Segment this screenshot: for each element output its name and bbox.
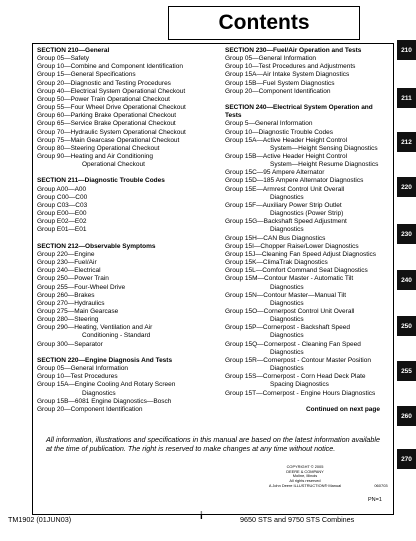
group-entry-continued: Diagnostics [270, 226, 304, 234]
group-entry[interactable]: Group 15A—Active Header Height Control [225, 136, 348, 144]
group-entry-continued: Spacing Diagnostics [270, 381, 329, 389]
group-entry-continued: Diagnostics [82, 389, 116, 397]
group-entry[interactable]: Group 10—Combine and Component Identification [37, 63, 183, 71]
copyright-line: DEERE & COMPANY [286, 468, 324, 474]
footer-product-title: 9650 STS and 9750 STS Combines [240, 515, 355, 524]
contents-left-column [37, 47, 221, 422]
group-entry[interactable]: Group 15G—Backshaft Speed Adjustment [225, 218, 347, 226]
group-entry-continued: Diagnostics [270, 332, 304, 340]
group-entry[interactable]: Group 15L—Comfort Command Seat Diagnostics [225, 267, 368, 275]
section-tab[interactable]: 210 [397, 40, 416, 60]
group-entry-continued: Diagnostics [270, 348, 304, 356]
group-entry[interactable]: Group 65—Service Brake Operational Checkout [37, 120, 176, 128]
group-entry-continued: Conditioning - Standard [82, 332, 151, 340]
copyright-code [370, 484, 392, 489]
group-entry[interactable]: Group 15J—Cleaning Fan Speed Adjust Diagnostics [225, 250, 377, 258]
continued-note: Continued on next page [305, 405, 380, 413]
group-entry-continued: Diagnostics (Power Strip) [270, 210, 344, 218]
group-entry[interactable]: Group 70—Hydraulic System Operational Checkout [37, 128, 186, 136]
group-entry[interactable]: Group E01—E01 [37, 226, 87, 234]
group-entry-continued: Diagnostics [270, 299, 304, 307]
group-entry[interactable]: Group E00—E00 [37, 210, 87, 218]
contents-section [37, 357, 221, 414]
contents-section [225, 104, 390, 398]
group-entry[interactable]: Group 5—General Information [225, 120, 313, 128]
copyright-line: A John Deere ILLUSTRUCTION® Manual [268, 482, 342, 488]
group-entry[interactable]: Group 275—Main Gearcase [37, 307, 119, 315]
group-entry[interactable]: Group 15C—95 Ampere Alternator [225, 169, 325, 177]
group-entry[interactable]: Group 05—General Information [37, 365, 129, 373]
section-heading: SECTION 211—Diagnostic Trouble Codes [37, 177, 165, 185]
section-tab[interactable]: 211 [397, 88, 416, 108]
footer-page-number: i [200, 511, 203, 522]
group-entry-continued: System—Height Sensing Diagnostics [270, 144, 378, 152]
group-entry[interactable]: Group C03—C03 [37, 201, 88, 209]
group-entry-continued: Diagnostics [270, 193, 304, 201]
section-heading: SECTION 210—General [37, 47, 110, 54]
copyright-line: All rights reserved [289, 478, 321, 484]
group-entry[interactable]: Group 05—General Information [225, 55, 317, 63]
group-entry[interactable]: Group 40—Electrical System Operational Checkout [37, 87, 186, 95]
section-heading-continued: Tests [225, 112, 242, 120]
group-entry[interactable]: Group 250—Power Train [37, 275, 109, 283]
group-entry[interactable]: Group 270—Hydraulics [37, 299, 105, 307]
group-entry[interactable]: Group 240—Electrical [37, 267, 101, 275]
contents-section [225, 47, 390, 96]
group-entry[interactable]: Group 90—Heating and Air Conditioning [37, 153, 153, 161]
group-entry[interactable]: Group 15F—Auxiliary Power Strip Outlet [225, 201, 342, 209]
group-entry-continued: System—Height Resume Diagnostics [270, 161, 379, 169]
section-tab[interactable]: 270 [397, 449, 416, 469]
group-entry-continued: Diagnostics [270, 316, 304, 324]
group-entry[interactable]: Group 15D—185 Ampere Alternator Diagnostics [225, 177, 364, 185]
group-entry[interactable]: Group 15N—Contour Master—Manual Tilt [225, 291, 347, 299]
group-entry[interactable]: Group 230—Fuel/Air [37, 259, 97, 267]
page-code: PN=1 [368, 497, 382, 503]
title-box [168, 6, 360, 40]
group-entry[interactable]: Group 15B—Active Header Height Control [225, 153, 348, 161]
group-entry[interactable]: Group 15R—Cornerpost - Contour Master Position [225, 356, 371, 364]
footer-manual-id: TM1902 (01JUN03) [8, 515, 72, 524]
contents-section [37, 177, 221, 234]
section-tab[interactable]: 220 [397, 177, 416, 197]
group-entry[interactable]: Group 15M—Contour Master - Automatic Tilt [225, 275, 354, 283]
copyright-code-line: 060703 [374, 483, 388, 488]
group-entry[interactable]: Group 15H—CAN Bus Diagnostics [225, 234, 326, 242]
group-entry[interactable]: Group 220—Engine [37, 250, 95, 258]
group-entry[interactable]: Group 10—Test Procedures and Adjustments [225, 63, 356, 71]
section-tab[interactable]: 250 [397, 316, 416, 336]
group-entry[interactable]: Group 05—Safety [37, 55, 90, 63]
group-entry-continued: Diagnostics [270, 365, 304, 373]
group-entry-continued: Operational Checkout [82, 161, 145, 169]
contents-right-column [225, 47, 390, 414]
group-entry-continued: Diagnostics [270, 283, 304, 291]
group-entry[interactable]: Group E02—E02 [37, 218, 87, 226]
group-entry[interactable]: Group A00—A00 [37, 185, 87, 193]
group-entry[interactable]: Group 15T—Cornerpost - Engine Hours Diagnostics [225, 389, 376, 397]
group-entry[interactable]: Group 15I—Chopper Raise/Lower Diagnostics [225, 242, 359, 250]
group-entry[interactable]: Group 20—Component Identification [37, 405, 143, 413]
contents-section [37, 47, 221, 169]
group-entry[interactable]: Group 15—General Specifications [37, 71, 136, 79]
group-entry[interactable]: Group 15S—Cornerpost - Corn Head Deck Plate [225, 373, 366, 381]
group-entry[interactable]: Group 280—Steering [37, 316, 99, 324]
group-entry[interactable]: Group 15A—Engine Cooling And Rotary Screen [37, 381, 176, 389]
section-heading: SECTION 230—Fuel/Air Operation and Tests [225, 47, 362, 54]
group-entry[interactable]: Group 260—Brakes [37, 291, 95, 299]
group-entry[interactable]: Group 15Q—Cornerpost - Cleaning Fan Speed [225, 340, 361, 348]
contents-section [37, 243, 221, 349]
group-entry[interactable]: Group 15K—ClimaTrak Diagnostics [225, 259, 328, 267]
group-entry[interactable]: Group 15O—Cornerpost Control Unit Overall [225, 307, 355, 315]
section-heading: SECTION 240—Electrical System Operation and [225, 104, 373, 112]
group-entry[interactable]: Group 15P—Cornerpost - Backshaft Speed [225, 324, 351, 332]
publication-notice: All information, illustrations and specifications in this manual are based on the latest information available at the time of publication. The right is reserved to make changes at any time without notice. [46, 435, 381, 454]
section-heading: SECTION 220—Engine Diagnosis And Tests [37, 356, 173, 364]
copyright-line: Moline, Illinois [292, 473, 318, 479]
group-entry[interactable]: Group 15A—Air Intake System Diagnostics [225, 71, 350, 79]
group-entry[interactable]: Group 75—Main Gearcase Operational Checkout [37, 136, 180, 144]
group-entry[interactable]: Group 20—Diagnostic and Testing Procedures [37, 79, 171, 87]
copyright-line: COPYRIGHT © 2005 [286, 464, 324, 469]
group-entry[interactable]: Group 15B—6081 Engine Diagnostics—Bosch [37, 397, 172, 405]
group-entry[interactable]: Group 60—Parking Brake Operational Checkout [37, 112, 177, 120]
group-entry[interactable]: Group 15E—Armrest Control Unit Overall [225, 185, 345, 193]
group-entry[interactable]: Group 10—Diagnostic Trouble Codes [225, 128, 334, 136]
group-entry[interactable]: Group 80—Steering Operational Checkout [37, 144, 160, 152]
group-entry[interactable]: Group 20—Component Identification [225, 87, 331, 95]
page-title: Contents [218, 11, 310, 34]
section-tab[interactable]: 260 [397, 406, 416, 426]
section-tab[interactable]: 212 [397, 132, 416, 152]
section-heading: SECTION 212—Observable Symptoms [37, 242, 156, 250]
group-entry[interactable]: Group C00—C00 [37, 193, 88, 201]
group-entry[interactable]: Group 10—Test Procedures [37, 373, 118, 381]
section-tab[interactable]: 240 [397, 270, 416, 290]
group-entry[interactable]: Group 255—Four-Wheel Drive [37, 283, 126, 291]
group-entry[interactable]: Group 15B—Fuel System Diagnostics [225, 79, 335, 87]
group-entry[interactable]: Group 300—Separator [37, 340, 103, 348]
group-entry[interactable]: Group 290—Heating, Ventilation and Air [37, 324, 153, 332]
group-entry[interactable]: Group 55—Four Wheel Drive Operational Checkout [37, 104, 186, 112]
section-tab[interactable]: 255 [397, 361, 416, 381]
copyright-block [262, 465, 348, 489]
group-entry[interactable]: Group 50—Power Train Operational Checkout [37, 95, 170, 103]
section-tab[interactable]: 230 [397, 224, 416, 244]
